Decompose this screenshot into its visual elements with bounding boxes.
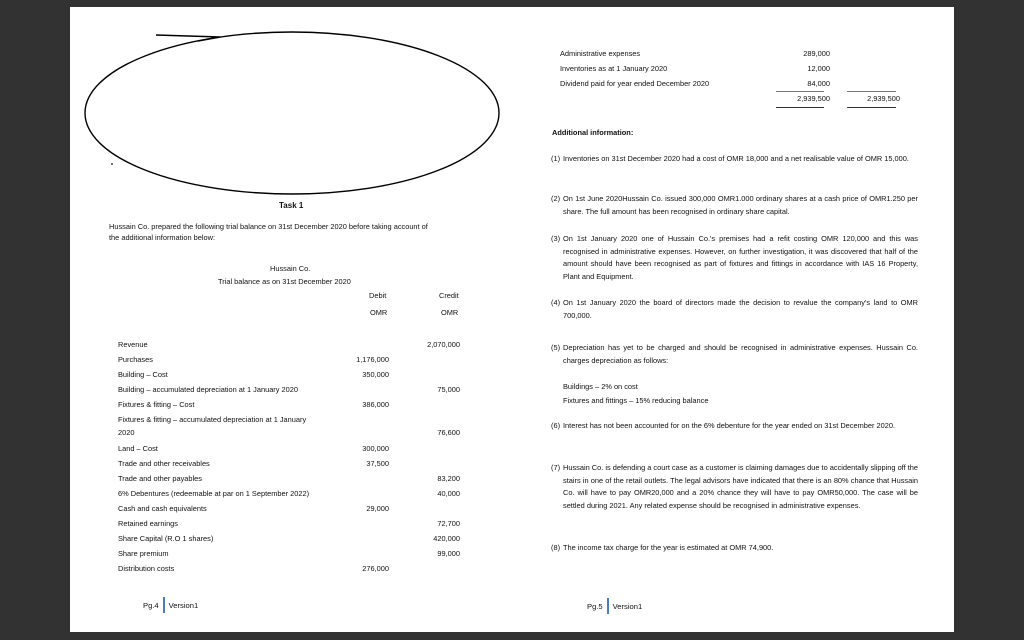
item-number: (5) (551, 343, 561, 352)
item-number: (2) (551, 194, 561, 203)
total-debit: 2,939,500 (797, 94, 830, 103)
row-credit: 83,200 (437, 474, 460, 483)
item-number: (7) (551, 463, 561, 472)
page-number: Pg.4 (143, 600, 159, 610)
info-item-4 (551, 297, 918, 322)
debit-header: Debit (369, 291, 387, 300)
version-label: Version1 (168, 600, 199, 610)
info-item-6 (551, 420, 918, 433)
item-text: Interest has not been accounted for on the 6% debenture for the year ended on 31st December 2020. (563, 421, 895, 430)
credit-unit: OMR (441, 308, 459, 317)
info-item-3 (551, 233, 918, 283)
info-item-1 (551, 153, 918, 166)
item-text: Inventories on 31st December 2020 had a cost of OMR 18,000 and a net realisable value of OMR 15,000. (563, 154, 909, 163)
row-label-cont: 2020 (118, 428, 135, 437)
row-credit: 2,070,000 (427, 340, 460, 349)
row-debit: 84,000 (807, 79, 830, 88)
row-debit: 12,000 (807, 64, 830, 73)
total-rule-bottom-credit (847, 107, 896, 108)
info-item-2 (551, 193, 918, 218)
row-label: Trade and other receivables (118, 459, 210, 468)
item-number: (6) (551, 421, 561, 430)
row-credit: 76,600 (437, 428, 460, 437)
row-label: Share premium (118, 549, 169, 558)
row-credit: 420,000 (433, 534, 460, 543)
row-credit: 72,700 (437, 519, 460, 528)
info-item-7 (551, 462, 918, 512)
footer-divider (163, 597, 165, 613)
row-label: Revenue (118, 340, 148, 349)
row-label: Distribution costs (118, 564, 175, 573)
row-credit: 75,000 (437, 385, 460, 394)
row-label: Inventories as at 1 January 2020 (560, 64, 668, 73)
item-number: (1) (551, 154, 561, 163)
depreciation-fixtures: Fixtures and fittings – 15% reducing balance (563, 396, 709, 405)
additional-info-heading: Additional information: (552, 128, 634, 137)
version-label: Version1 (612, 601, 643, 611)
trial-balance-title: Trial balance as on 31st December 2020 (218, 277, 351, 286)
row-label: 6% Debentures (redeemable at par on 1 September 2022) (118, 489, 310, 498)
trial-balance-company: Hussain Co. (270, 264, 311, 273)
info-item-8 (551, 542, 918, 555)
task-intro-line1: Hussain Co. prepared the following trial balance on 31st December 2020 before taking account of (109, 222, 428, 231)
row-label: Fixtures & fitting – accumulated depreciation at 1 January (118, 415, 307, 424)
page-number: Pg.5 (587, 601, 603, 611)
item-text: On 1st January 2020 the board of directors made the decision to revalue the company's land to OMR 700,000. (563, 298, 918, 320)
row-label: Building – Cost (118, 370, 168, 379)
info-item-5 (551, 342, 918, 367)
row-label: Dividend paid for year ended December 2020 (560, 79, 710, 88)
row-debit: 350,000 (362, 370, 389, 379)
row-label: Administrative expenses (560, 49, 641, 58)
row-label: Share Capital (R.O 1 shares) (118, 534, 214, 543)
footer-left (143, 597, 198, 613)
footer-divider (607, 598, 609, 614)
row-label: Building – accumulated depreciation at 1 January 2020 (118, 385, 298, 394)
row-label: Fixtures & fitting – Cost (118, 400, 195, 409)
row-label: Retained earnings (118, 519, 178, 528)
row-debit: 37,500 (366, 459, 389, 468)
total-credit: 2,939,500 (867, 94, 900, 103)
row-label: Trade and other payables (118, 474, 202, 483)
row-debit: 276,000 (362, 564, 389, 573)
credit-header: Credit (439, 291, 459, 300)
item-text: On 1st January 2020 one of Hussain Co.'s premises had a refit costing OMR 120,000 and this was recognised in administrative expenses. However, on further investigation, it was discovered that half of the amount should have been recognised as part of fixtures and fittings in accordance with IAS 16 Property, Plant and Equipment. (563, 234, 918, 281)
row-credit: 40,000 (437, 489, 460, 498)
row-label: Land – Cost (118, 444, 158, 453)
row-debit: 386,000 (362, 400, 389, 409)
total-rule-top-credit (847, 91, 896, 92)
task-intro-line2: the additional information below: (109, 233, 215, 242)
item-number: (8) (551, 543, 561, 552)
task-title: Task 1 (279, 201, 304, 210)
row-label: Cash and cash equivalents (118, 504, 207, 513)
row-debit: 300,000 (362, 444, 389, 453)
row-debit: 29,000 (366, 504, 389, 513)
item-text: The income tax charge for the year is estimated at OMR 74,900. (563, 543, 774, 552)
row-debit: 1,176,000 (356, 355, 389, 364)
document-spread (70, 7, 954, 632)
item-number: (3) (551, 234, 561, 243)
total-rule-top-debit (776, 91, 824, 92)
item-text: Hussain Co. is defending a court case as a customer is claiming damages due to accidentally slipping off the stairs in one of the retail outlets. The legal advisors have indicated that there is an 80% chance that Hussain Co. will have to pay OMR20,000 and a 20% chance they will have to pay OMR50,000. The case will be settled during 2021. Any related expense should be recognised in administrative expenses. (563, 463, 918, 510)
row-label: Purchases (118, 355, 153, 364)
row-debit: 289,000 (803, 49, 830, 58)
row-credit: 99,000 (437, 549, 460, 558)
total-rule-bottom-debit (776, 107, 824, 108)
item-text: On 1st June 2020Hussain Co. issued 300,000 OMR1.000 ordinary shares at a cash price of OMR1.250 per share. The full amount has been recognised in ordinary share capital. (563, 194, 918, 216)
footer-right (587, 598, 642, 614)
debit-unit: OMR (370, 308, 388, 317)
depreciation-buildings: Buildings – 2% on cost (563, 382, 638, 391)
item-number: (4) (551, 298, 561, 307)
item-text: Depreciation has yet to be charged and should be recognised in administrative expenses. Hussain Co. charges depreciation as follows: (563, 343, 918, 365)
